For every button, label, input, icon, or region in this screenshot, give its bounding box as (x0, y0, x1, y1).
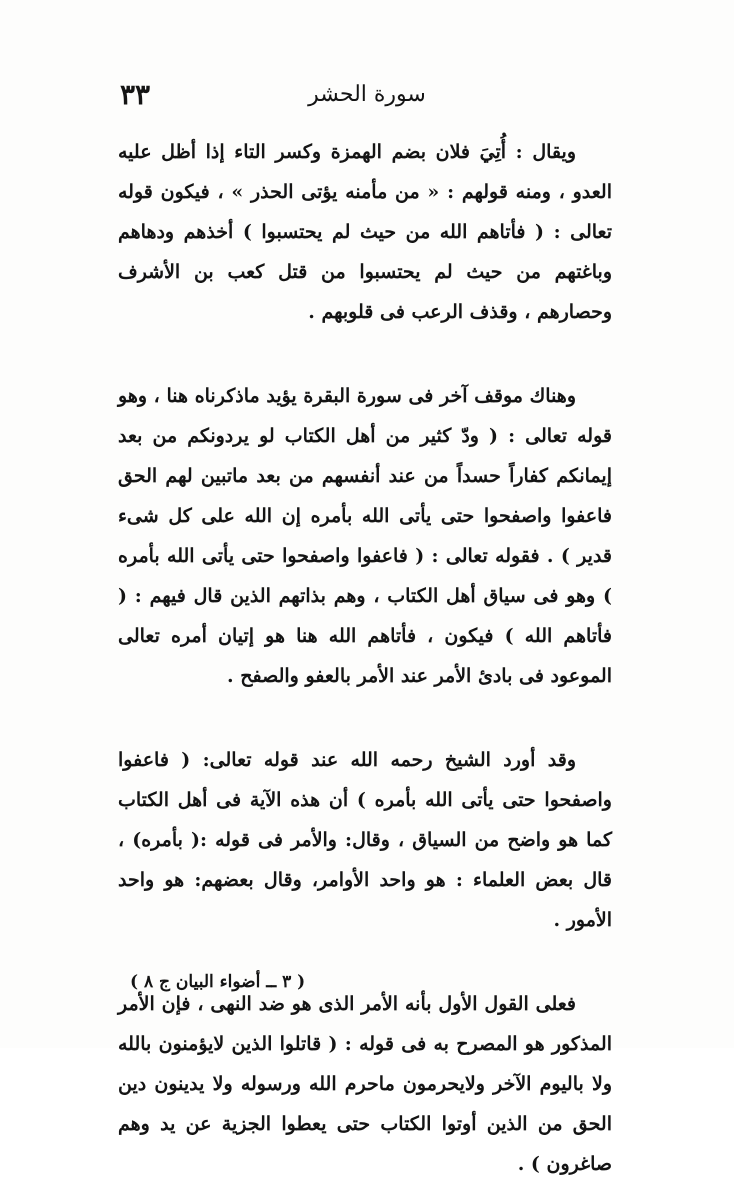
page-number: ٣٣ (120, 78, 151, 111)
paragraph-1: ويقال : أُتِيَ فلان بضم الهمزة وكسر التاء إذا أظل عليه العدو ، ومنه قولهم : « من مأمنه يؤتى الحذر » ، فيكون قوله تعالى : ( فأتاهم الله من حيث لم يحتسبوا ) أخذهم ودهاهم وباغتهم من حيث لم يحتسبوا من قتل كعب بن الأشرف وحصارهم ، وقذف الرعب فى قلوبهم . (118, 141, 612, 323)
running-head (110, 78, 624, 118)
paragraph-4: فعلى القول الأول بأنه الأمر الذى هو ضد النهى ، فإن الأمر المذكور هو المصرح به فى قوله : ( قاتلوا الذين لايؤمنون بالله ولا باليوم الآخر ولايحرمون ماحرم الله ورسوله ولا يدينون دين الحق من الذين أوتوا الكتاب حتى يعطوا الجزية عن يد وهم صاغرون ) . (118, 993, 612, 1175)
body-text (118, 132, 612, 1184)
header-title: سورة الحشر (308, 82, 426, 107)
footer-signature: ( ٣ ــ أضواء البيان ج ٨ ) (130, 972, 306, 992)
paragraph-3: وقد أورد الشيخ رحمه الله عند قوله تعالى: ( فاعفوا واصفحوا حتى يأتى الله بأمره ) أن هذه الآية فى أهل الكتاب كما هو واضح من السياق ، وقال: والأمر فى قوله :( بأمره) ، قال بعض العلماء : هو واحد الأوامر، وقال بعضهم: هو واحد الأمور . (118, 749, 612, 931)
paragraph-2: وهناك موقف آخر فى سورة البقرة يؤيد ماذكرناه هنا ، وهو قوله تعالى : ( ودّ كثير من أهل الكتاب لو يردونكم من بعد إيمانكم كفاراً حسداً من عند أنفسهم من بعد ماتبين لهم الحق فاعفوا واصفحوا حتى يأتى الله بأمره إن الله على كل شىء قدير ) . فقوله تعالى : ( فاعفوا واصفحوا حتى يأتى الله بأمره ) وهو فى سياق أهل الكتاب ، وهم بذاتهم الذين قال فيهم : ( فأتاهم الله ) فيكون ، فأتاهم الله هنا هو إتيان أمره تعالى الموعود فى بادئ الأمر عند الأمر بالعفو والصفح . (118, 385, 612, 687)
